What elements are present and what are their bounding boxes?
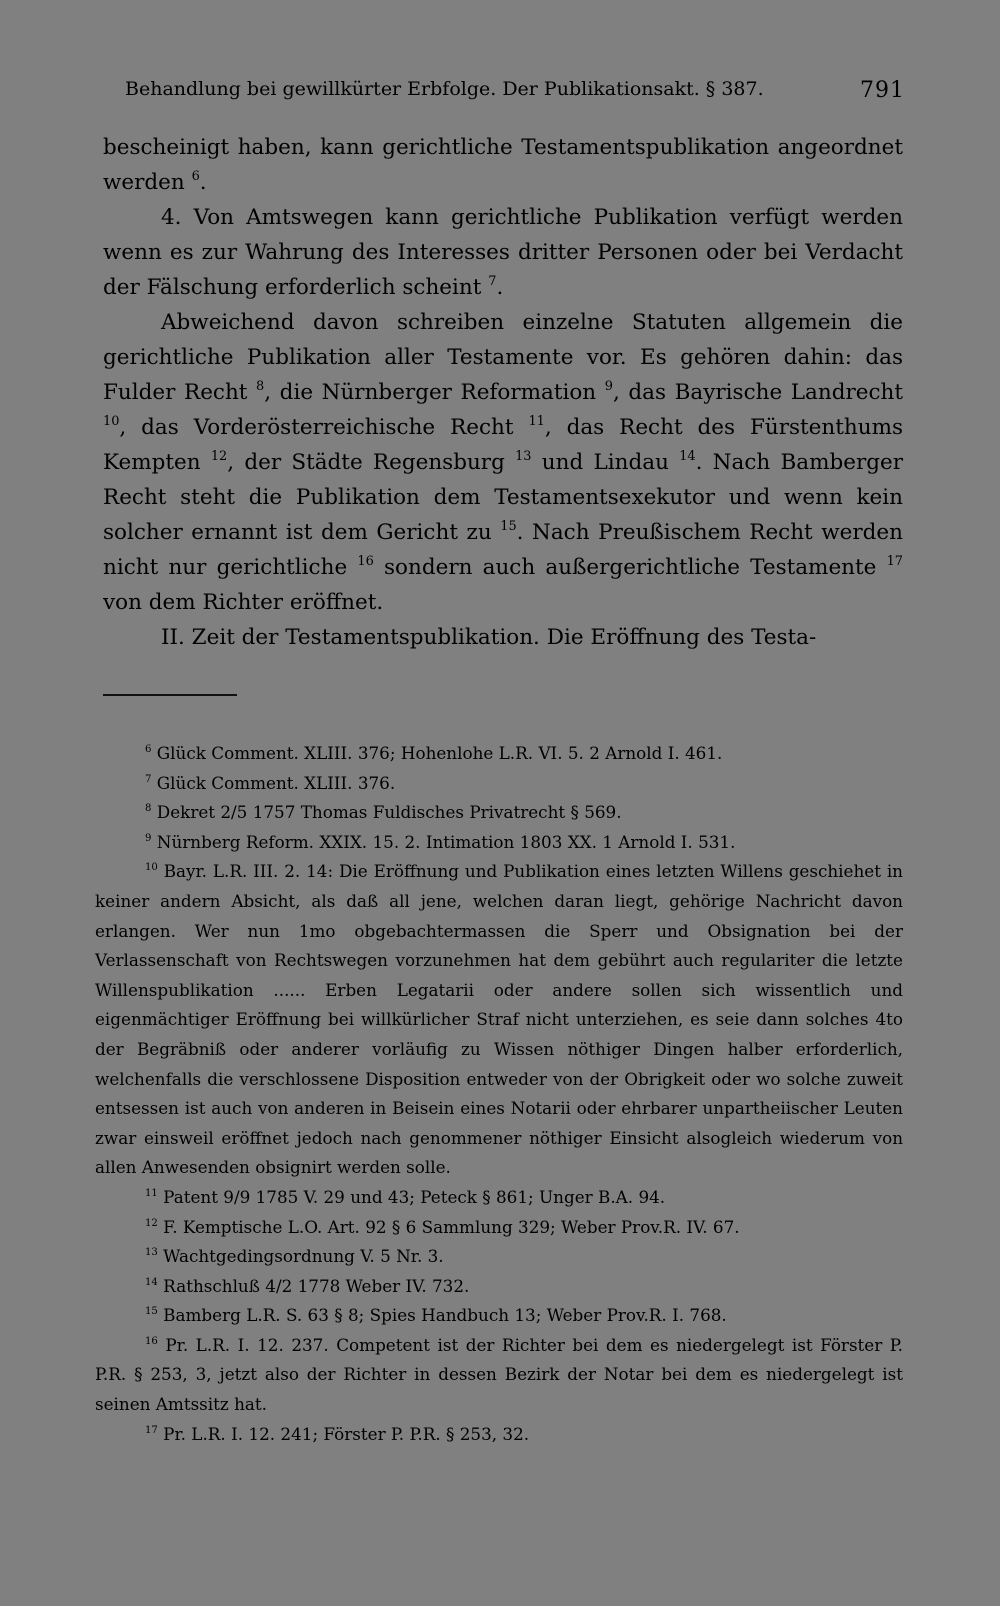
text-run: . xyxy=(199,170,207,195)
text-run: , das Vorderösterreichische Recht xyxy=(119,415,529,440)
text-run: , das Bayrische Landrecht xyxy=(612,380,904,405)
footnote-number: 7 xyxy=(145,773,152,785)
footnote-ref-10: 10 xyxy=(103,413,120,429)
footnote-ref-13: 13 xyxy=(515,448,532,464)
page-number: 791 xyxy=(860,78,905,103)
footnote-number: 6 xyxy=(145,743,152,755)
footnote-ref-7: 7 xyxy=(488,273,497,289)
footnote-number: 17 xyxy=(145,1424,158,1436)
text-run: Abweichend davon schreiben einzelne Statuten allgemein die gerichtliche Publikation aller Testamente vor. Es gehören dahin: das Fulder Recht xyxy=(103,310,903,405)
footnote-number: 13 xyxy=(145,1247,158,1259)
footnote-text: Rathschluß 4/2 1778 Weber IV. 732. xyxy=(163,1275,470,1296)
footnote xyxy=(95,798,903,828)
footnote-ref-6: 6 xyxy=(191,168,200,184)
paragraph-1 xyxy=(103,130,903,200)
text-run: . Nach Preußischem Recht werden nicht nur gerichtliche xyxy=(103,520,903,580)
footnote-text: Bamberg L.R. S. 63 § 8; Spies Handbuch 13; Weber Prov.R. I. 768. xyxy=(163,1305,727,1326)
footnote-text: Bayr. L.R. III. 2. 14: Die Eröffnung und Publikation eines letzten Willens geschiehet in keiner andern Absicht, als daß all jene, welchen daran liegt, gehörige Nachricht davon erlangen. Wer nun 1mo obgebachtermassen die Sperr und Obsignation bei der Verlassenschaft von Rechtswegen vorzunehmen hat dem gebührt auch regulariter die letzte Willenspublikation ...... Erben Legatarii oder andere sollen sich wissentlich und eigenmächtiger Eröffnung bei willkürlicher Straf nicht unterziehen, es seie dann solches 4to der Begräbniß oder anderer vorläufig zu Wissen nöthiger Dingen halber erforderlich, welchenfalls die verschlossene Disposition entweder von der Obrigkeit oder wo solche zuweit entsessen ist auch von anderen in Beisein eines Notarii oder ehrbarer unpartheiischer Leuten zwar einsweil eröffnet jedoch nach genommener nöthiger Einsicht alsogleich wiederum von allen Anwesenden obsignirt werden solle. xyxy=(95,861,903,1178)
paragraph-3 xyxy=(103,305,903,620)
footnote-text: Glück Comment. XLIII. 376; Hohenlohe L.R. VI. 5. 2 Arnold I. 461. xyxy=(156,743,723,763)
text-run: , die Nürnberger Reformation xyxy=(264,380,605,405)
footnote xyxy=(95,739,903,769)
footnote-text: Wachtgedingsordnung V. 5 Nr. 3. xyxy=(163,1246,444,1267)
text-run: , der Städte Regensburg xyxy=(227,450,516,475)
footnote xyxy=(95,769,903,799)
footnote-number: 9 xyxy=(145,832,152,844)
footnote xyxy=(95,1420,903,1450)
main-text xyxy=(103,130,903,655)
footnote xyxy=(95,1272,903,1302)
text-run: und Lindau xyxy=(531,450,680,475)
running-title: Behandlung bei gewillkürter Erbfolge. Der Publikationsakt. § 387. xyxy=(125,78,764,100)
footnote-number: 15 xyxy=(145,1306,158,1318)
footnote xyxy=(95,1301,903,1331)
footnote xyxy=(95,1183,903,1213)
footnote-text: F. Kemptische L.O. Art. 92 § 6 Sammlung 329; Weber Prov.R. IV. 67. xyxy=(163,1216,740,1237)
footnote-text: Nürnberg Reform. XXIX. 15. 2. Intimation 1803 XX. 1 Arnold I. 531. xyxy=(156,831,736,852)
footnote-number: 16 xyxy=(145,1335,158,1347)
footnote-ref-17: 17 xyxy=(886,553,903,569)
footnote-number: 14 xyxy=(145,1276,158,1288)
footnote-number: 12 xyxy=(145,1217,158,1229)
footnote-text: Glück Comment. XLIII. 376. xyxy=(156,772,396,793)
footnote-text: Pr. L.R. I. 12. 241; Förster P. P.R. § 253, 32. xyxy=(163,1423,530,1444)
text-run: von dem Richter eröffnet. xyxy=(103,590,384,615)
text-run: . xyxy=(496,275,504,300)
footnote-number: 10 xyxy=(145,862,158,874)
footnote-number: 8 xyxy=(145,803,152,815)
footnote xyxy=(95,1242,903,1272)
footnote-ref-14: 14 xyxy=(679,448,696,464)
footnote xyxy=(95,1331,903,1420)
footnote-ref-15: 15 xyxy=(500,518,517,534)
footnote-text: Dekret 2/5 1757 Thomas Fuldisches Privatrecht § 569. xyxy=(156,802,622,823)
footnote-ref-12: 12 xyxy=(210,448,228,464)
text-run: , das Recht des Fürstenthums Kempten xyxy=(103,415,903,475)
footnote-separator xyxy=(103,694,237,696)
footnote-ref-11: 11 xyxy=(528,413,545,429)
footnote xyxy=(95,1213,903,1243)
text-run: . Nach Bamberger Recht steht die Publikation dem Testamentsexekutor und wenn kein solcher ernannt ist dem Gericht zu xyxy=(103,450,903,545)
paragraph-2 xyxy=(103,200,903,305)
footnote xyxy=(95,828,903,858)
footnote-ref-16: 16 xyxy=(357,553,374,569)
paragraph-4-section-heading: II. Zeit der Testamentspublikation. Die Eröffnung des Testa- xyxy=(161,625,817,650)
footnote-number: 11 xyxy=(145,1187,158,1199)
text-run: bescheinigt haben, kann gerichtliche Testamentspublikation angeordnet werden xyxy=(103,135,903,195)
text-run: 4. Von Amtswegen kann gerichtliche Publikation verfügt werden wenn es zur Wahrung des Interesses dritter Personen oder bei Verdacht der Fälschung erforderlich scheint xyxy=(103,205,903,300)
footnote-ref-9: 9 xyxy=(604,378,613,394)
footnote-ref-8: 8 xyxy=(256,378,265,394)
footnote xyxy=(95,857,903,1183)
footnotes xyxy=(95,739,903,1449)
text-run: sondern auch außergerichtliche Testamente xyxy=(373,555,887,580)
footnote-text: Patent 9/9 1785 V. 29 und 43; Peteck § 861; Unger B.A. 94. xyxy=(163,1186,666,1207)
footnote-text: Pr. L.R. I. 12. 237. Competent ist der Richter bei dem es niedergelegt ist Förster P. P.R. § 253, 3, jetzt also der Richter in dessen Bezirk der Notar bei dem es niedergelegt ist seinen Amtssitz hat. xyxy=(95,1334,903,1415)
